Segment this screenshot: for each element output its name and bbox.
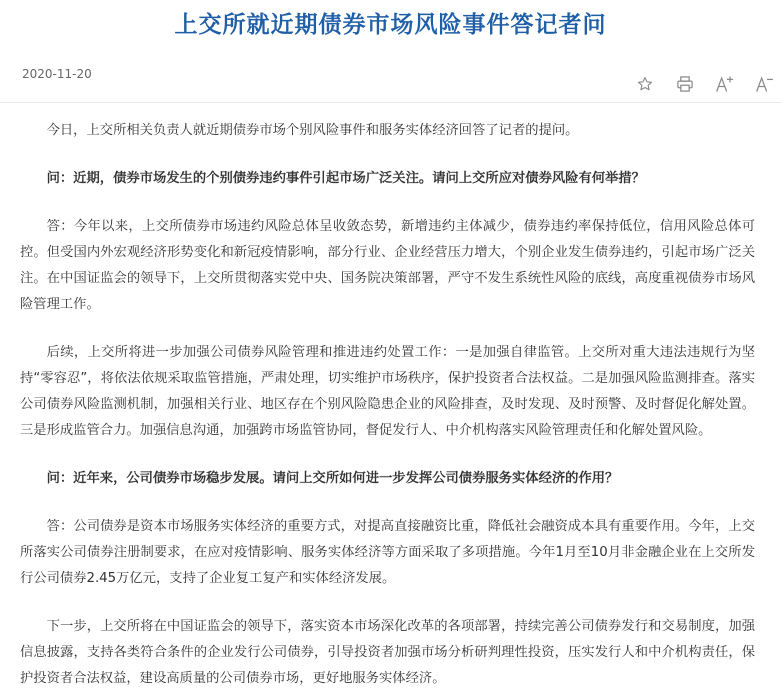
- answer-1-paragraph-1: 答：今年以来，上交所债券市场违约风险总体呈收敛态势，新增违约主体减少，债券违约率保持低位，信用风险总体可控。但受国内外宏观经济形势变化和新冠疫情影响，部分行业、企业经营压力增大，个别企业发生债券违约，引起市场广泛关注。在中国证监会的领导下，上交所贯彻落实党中央、国务院决策部署，严守不发生系统性风险的底线，高度重视债券市场风险管理工作。: [20, 219, 755, 312]
- question-2: 问：近年来，公司债券市场稳步发展。请问上交所如何进一步发挥公司债券服务实体经济的作用？: [46, 471, 619, 486]
- print-icon[interactable]: [673, 72, 697, 96]
- article-meta-bar: [0, 62, 781, 103]
- answer-1-paragraph-2: 后续，上交所将进一步加强公司债券风险管理和推进违约处置工作：一是加强自律监管。上交所对重大违法违规行为坚持“零容忍”，将依法依规采取监管措施，严肃处理，切实维护市场秩序，保护投资者合法权益。二是加强风险监测排查。落实公司债券风险监测机制，加强相关行业、地区存在个别风险隐患企业的风险排查，及时发现、及时预警、及时督促化解处置。三是形成监管合力。加强信息沟通，加强跨市场监管协同，督促发行人、中介机构落实风险管理责任和化解处置风险。: [20, 345, 755, 438]
- star-icon[interactable]: [633, 72, 657, 96]
- publish-date: 2020-11-20: [22, 67, 92, 81]
- answer-2-paragraph-1: 答：公司债券是资本市场服务实体经济的重要方式，对提高直接融资比重，降低社会融资成本具有重要作用。今年，上交所落实公司债券注册制要求，在应对疫情影响、服务实体经济等方面采取了多项措施。今年1月至10月非金融企业在上交所发行公司债券2.45万亿元，支持了企业复工复产和实体经济发展。: [20, 519, 755, 586]
- article-body: [20, 118, 755, 692]
- font-decrease-icon[interactable]: [753, 72, 777, 96]
- page-title: 上交所就近期债券市场风险事件答记者问: [174, 12, 607, 38]
- question-1: 问：近期，债券市场发生的个别债券违约事件引起市场广泛关注。请问上交所应对债券风险有何举措？: [46, 171, 645, 186]
- font-increase-icon[interactable]: [713, 72, 737, 96]
- answer-2-paragraph-2: 下一步，上交所将在中国证监会的领导下，落实资本市场深化改革的各项部署，持续完善公司债券发行和交易制度，加强信息披露，支持各类符合条件的企业发行公司债券，引导投资者加强市场分析研判理性投资，压实发行人和中介机构责任，保护投资者合法权益，建设高质量的公司债券市场，更好地服务实体经济。: [20, 619, 755, 686]
- intro-paragraph: 今日，上交所相关负责人就近期债券市场个别风险事件和服务实体经济回答了记者的提问。: [46, 123, 579, 138]
